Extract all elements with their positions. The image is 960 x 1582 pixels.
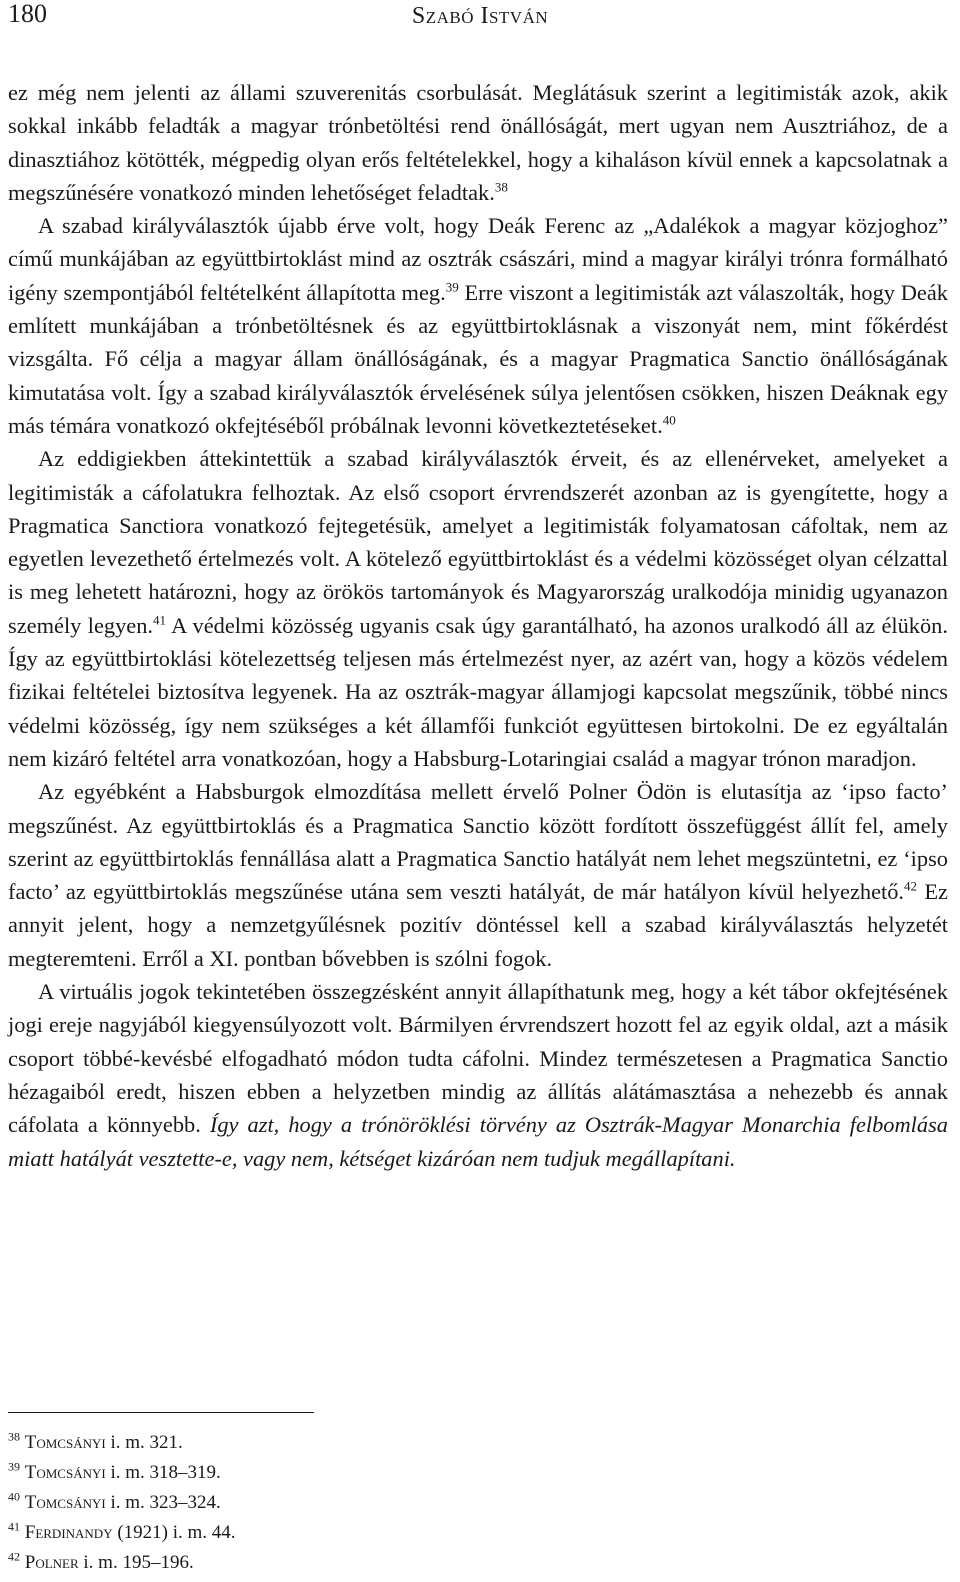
footnote-separator — [8, 1412, 314, 1413]
footnote-number: 39 — [8, 1459, 20, 1474]
running-head: Szabó István — [411, 3, 549, 29]
page-header — [0, 0, 960, 40]
text-segment: A szabad királyválasztók újabb érve volt, hogy Deák Ferenc az „Adalékok a magyar közjoghoz” című munkájában az együttbirtoklást mind az osztrák császári, mind a magyar királyi trónra formálható igény szempontjából feltételként állapította meg. — [8, 213, 948, 305]
footnote — [8, 1488, 608, 1518]
footnote — [8, 1518, 608, 1548]
body-text — [8, 76, 948, 1175]
text-segment: Ez annyit jelent, hogy a nemzetgyűlésnek pozitív döntéssel kell a szabad királyválasztás helyzetét megteremteni. Erről a XI. pontban bővebben is szólni fogok. — [8, 879, 948, 971]
paragraph — [8, 209, 948, 442]
footnote-author: Tomcsányi — [24, 1462, 106, 1483]
page-number: 180 — [8, 0, 47, 28]
paragraph — [8, 975, 948, 1175]
footnote-reference: i. m. 323–324. — [105, 1492, 221, 1513]
footnote-ref: 38 — [494, 179, 508, 195]
footnote-ref: 41 — [153, 612, 167, 628]
footnote-number: 40 — [8, 1489, 20, 1504]
footnote — [8, 1548, 608, 1578]
text-segment: ez még nem jelenti az állami szuverenitás csorbulását. Meglátásuk szerint a legitimisták azok, akik sokkal inkább feladták a magyar trónbetöltési rend önállóságát, mert ugyan nem Ausztriához, de a dinasztiához kötötték, mégpedig olyan erős feltételekkel, hogy a kihaláson kívül ennek a kapcsolatnak a megszűnésére vonatkozó minden lehetőséget feladtak. — [8, 80, 948, 205]
text-segment: A virtuális jogok tekintetében összegzésként annyit állapíthatunk meg, hogy a két tábor okfejtésének jogi ereje nagyjából kiegyensúlyozott volt. Bármilyen érvrendszert hozott fel az egyik oldal, azt a másik csoport többé-kevésbé elfogadható módon tudta cáfolni. Mindez természetesen a Pragmatica Sanctio hézagaiból eredt, hiszen ebben a helyzetben mindig az állítás alátámasztása a nehezebb és annak cáfolata a könnyebb. — [8, 979, 948, 1138]
footnote-reference: i. m. 321. — [105, 1432, 183, 1453]
paragraph — [8, 76, 948, 209]
text-segment: A védelmi közösség ugyanis csak úgy garantálható, ha azonos uralkodó áll az élükön. Így az együttbirtoklási kötelezettség teljesen más értelmezést nyer, az azért van, hogy a közös védelem fizikai feltételei biztosítva legyenek. Ha az osztrák-magyar államjogi kapcsolat megszűnik, többé nincs védelmi közösség, így nem szükséges a két államfői funkciót együttesen birtokolni. De ez egyáltalán nem kizáró feltétel arra vonatkozóan, hogy a Habsburg-Lotaringiai család a magyar trónon maradjon. — [8, 612, 948, 771]
footnote — [8, 1428, 608, 1458]
footnote-number: 38 — [8, 1429, 20, 1444]
text-segment: Az egyébként a Habsburgok elmozdítása mellett érvelő Polner Ödön is elutasítja az ‘ipso facto’ megszűnést. Az együttbirtoklás és a Pragmatica Sanctio között fordított összefüggést állít fel, amely szerint az együttbirtoklás fennállása alatt a Pragmatica Sanctio hatályát nem lehet megszüntetni, ez ‘ipso facto’ az együttbirtoklás megszűnése utána sem veszti hatályát, de már hatályon kívül helyezhető. — [8, 779, 948, 905]
text-segment: Erre viszont a legitimisták azt válaszolták, hogy Deák említett munkájában a trónbetöltésnek és az együttbirtoklásnak a viszonyát nem, mint főkérdést vizsgálta. Fő célja a magyar állam önállóságának, és a magyar Pragmatica Sanctio önállóságának kimutatása volt. Így a szabad királyválasztók érvelésének súlya jelentősen csökken, hiszen Deáknak egy más témára vonatkozó okfejtéséből próbálnak levonni következtetéseket. — [8, 279, 948, 438]
paragraph — [8, 775, 948, 975]
footnotes — [8, 1428, 608, 1578]
footnote — [8, 1458, 608, 1488]
paragraph — [8, 442, 948, 775]
footnote-reference: (1921) i. m. 44. — [112, 1522, 236, 1543]
footnote-number: 41 — [8, 1519, 20, 1534]
footnote-ref: 42 — [904, 878, 918, 894]
footnote-author: Tomcsányi — [24, 1492, 106, 1513]
footnote-reference: i. m. 318–319. — [105, 1462, 221, 1483]
footnote-ref: 39 — [445, 279, 459, 295]
footnote-ref: 40 — [662, 412, 676, 428]
footnote-number: 42 — [8, 1549, 20, 1564]
footnote-reference: i. m. 195–196. — [78, 1552, 194, 1573]
footnote-author: Ferdinandy — [24, 1522, 113, 1543]
footnote-author: Tomcsányi — [24, 1432, 106, 1453]
footnote-author: Polner — [24, 1552, 79, 1573]
italic-text: Így azt, hogy a trónöröklési törvény az Osztrák-Magyar Monarchia felbomlása miatt hatályát vesztette-e, vagy nem, kétséget kizáróan nem tudjuk megállapítani. — [8, 1112, 948, 1171]
text-segment: Az eddigiekben áttekintettük a szabad királyválasztók érveit, és az ellenérveket, amelyeket a legitimisták a cáfolatukra felhoztak. Az első csoport érvrendszerét azonban az is gyengítette, hogy a Pragmatica Sanctiora vonatkozó fejtegetésük, amelyet a legitimisták folyamatosan cáfoltak, nem az egyetlen levezethető értelmezés volt. A kötelező együttbirtoklást és a védelmi közösséget olyan célzattal is meg lehetett határozni, hogy az örökös tartományok és Magyarország uralkodója minidig ugyanazon személy legyen. — [8, 446, 948, 638]
